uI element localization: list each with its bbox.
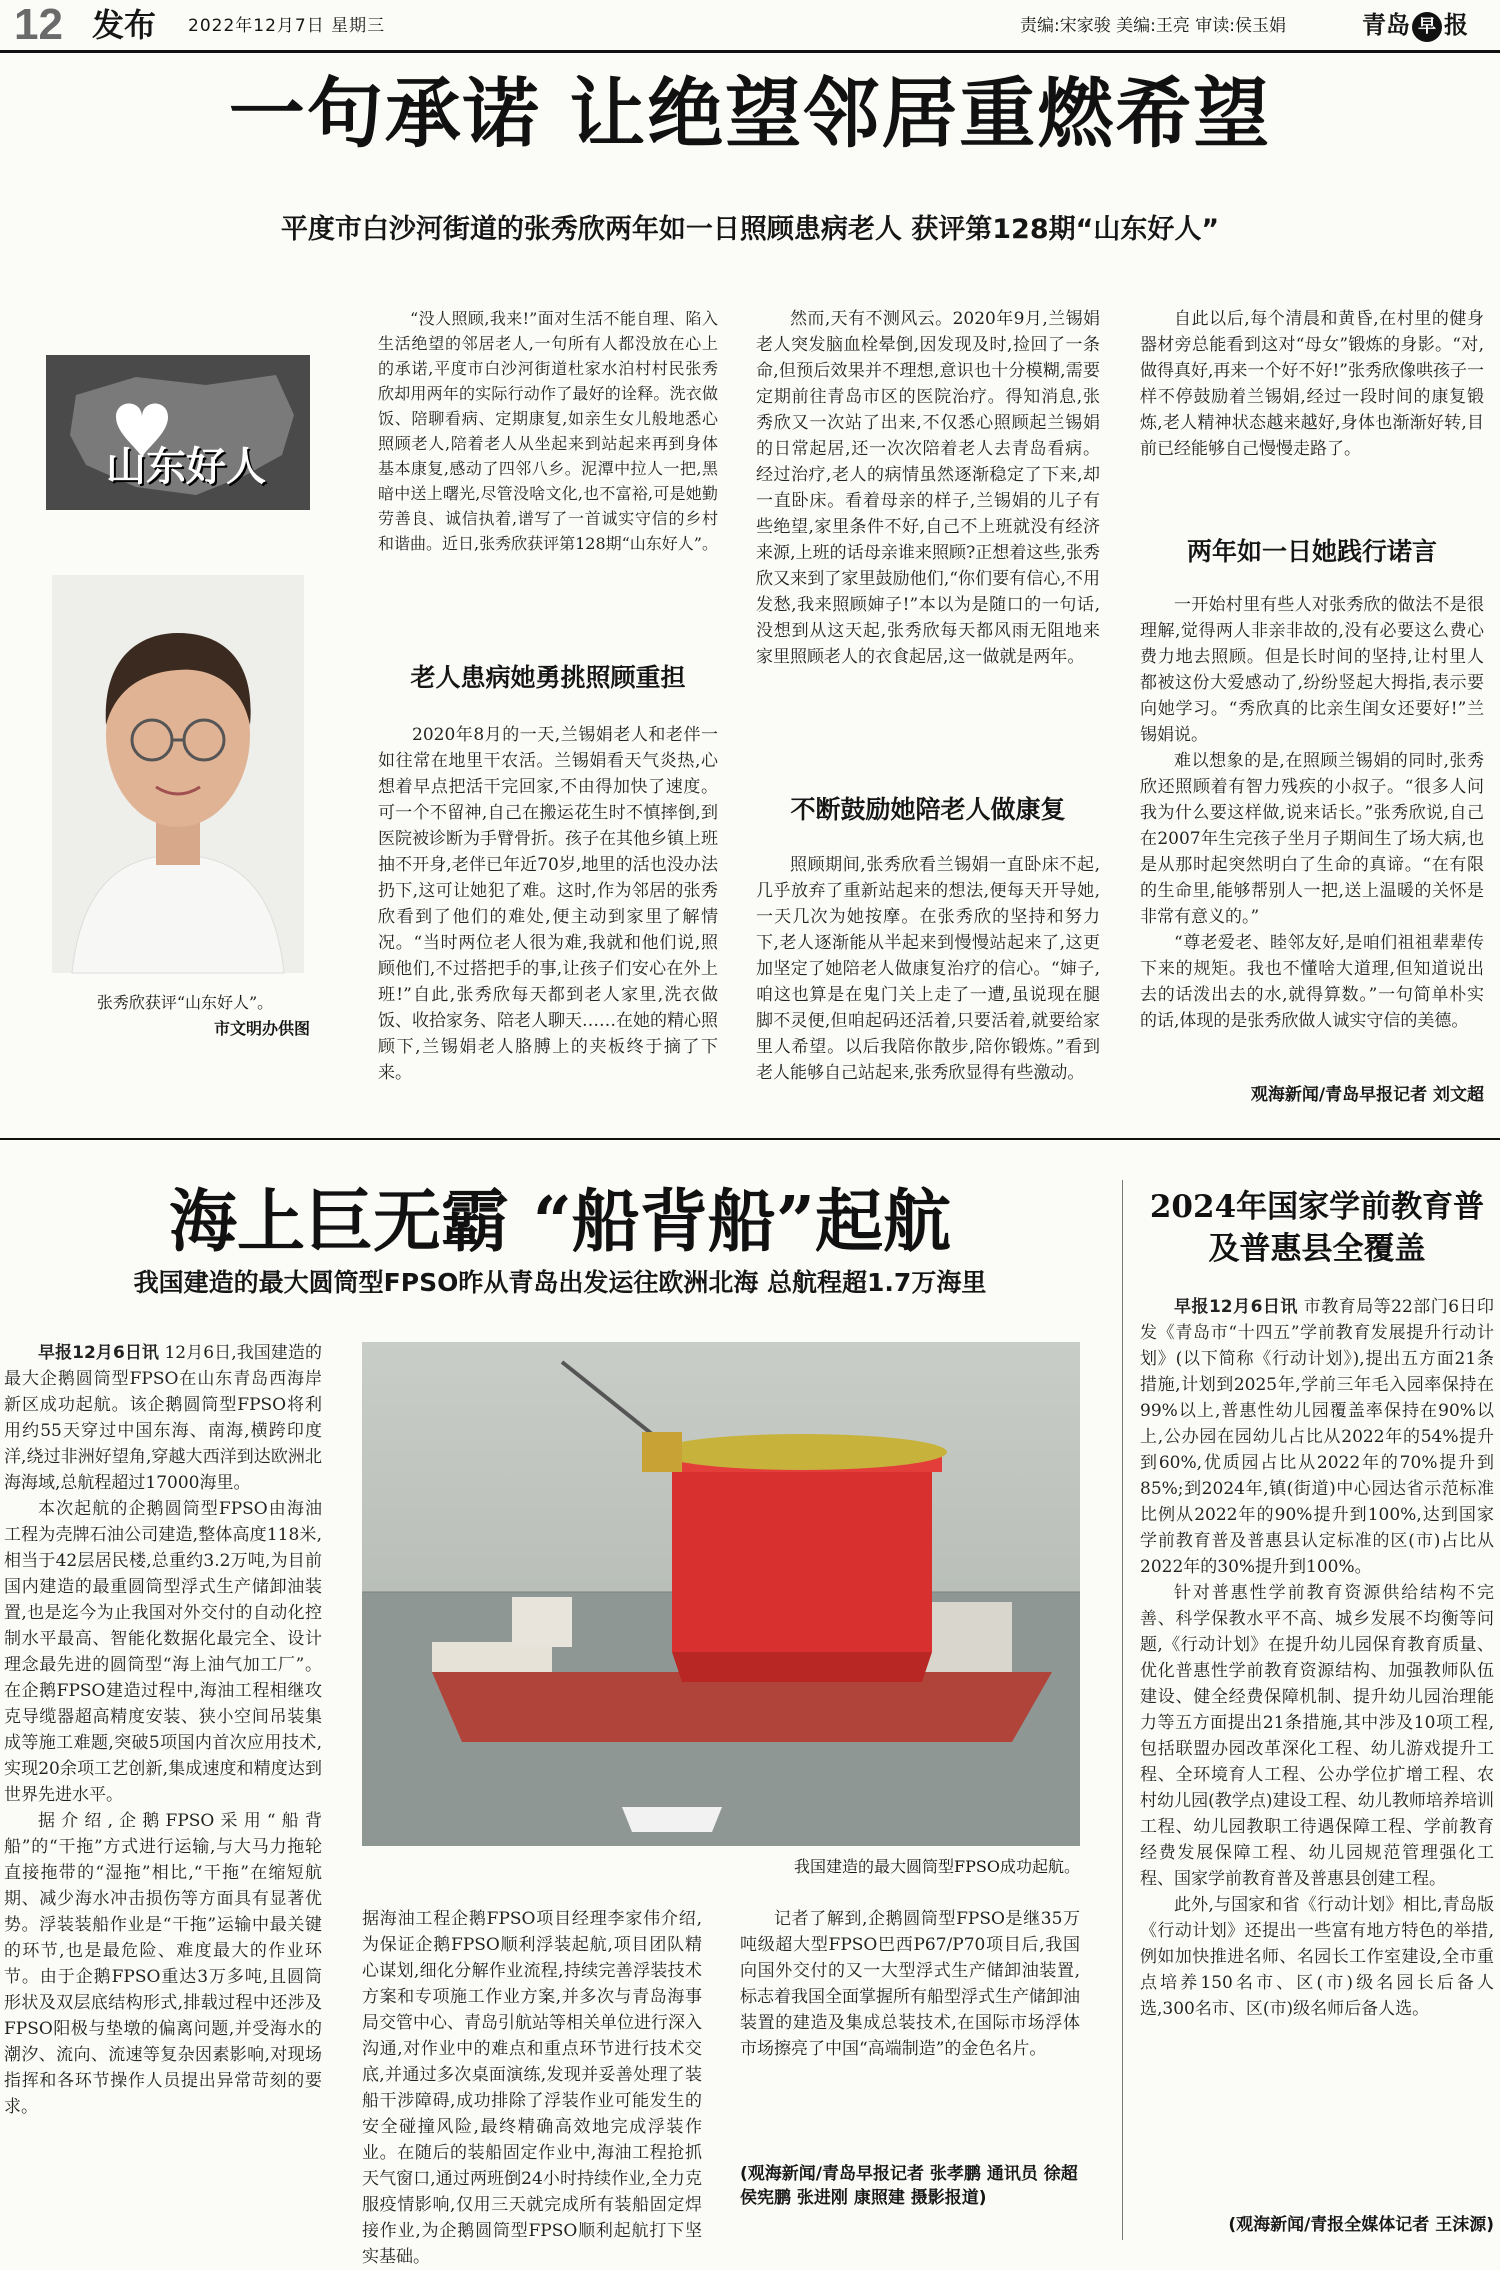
section-name: 发布: [92, 6, 157, 44]
story1-para-a1: 2020年8月的一天,兰锡娟老人和老伴一如往常在地里干农活。兰锡娟看天气炎热,心想着早点把活干完回家,不由得加快了速度。可一个不留神,自己在搬运花生时不慎摔倒,到医院被诊断为手臂骨折。孩子在其他乡镇上班抽不开身,老伴已年近70岁,地里的活也没办法扔下,这可让她犯了难。这时,作为邻居的张秀欣看到了他们的难处,便主动到家里了解情况。“当时两位老人很为难,我就和他们说,照顾他们,不过搭把手的事,让孩子们安心在外上班!”自此,张秀欣每天都到老人家里,洗衣做饭、收拾家务、陪老人聊天……在她的精心照顾下,兰锡娟老人胳膊上的夹板终于摘了下来。: [378, 725, 718, 1083]
story2-byline: (观海新闻/青岛早报记者 张孝鹏 通讯员 徐超 侯宪鹏 张进刚 康照建 摄影报道): [740, 2164, 1078, 2208]
fpso-ship-photo: [362, 1342, 1080, 1846]
story2-col2: 据海油工程企鹅FPSO项目经理李家伟介绍,为保证企鹅FPSO顺利浮装起航,项目团队精心谋划,细化分解作业流程,持续完善浮装技术方案和专项施工作业方案,并多次与青岛海事局交管中心、青岛引航站等相关单位进行深入沟通,对作业中的难点和重点环节进行技术交底,并通过多次桌面演练,发现并妥善处理了装船干涉障碍,成功排除了浮装作业可能发生的安全碰撞风险,最终精确高效地完成浮装作业。在随后的装船固定作业中,海油工程抢抓天气窗口,通过两班倒24小时持续作业,全力克服疫情影响,仅用三天就完成所有装船固定焊接作业,为企鹅圆筒型FPSO顺利起航打下坚实基础。: [362, 1909, 702, 2267]
story2-subtitle: 我国建造的最大圆筒型FPSO昨从青岛出发运往欧洲北海 总航程超1.7万海里: [133, 1268, 987, 1297]
story1-heading-b: 不断鼓励她陪老人做康复: [790, 795, 1066, 824]
story1-byline: 观海新闻/青岛早报记者 刘文超: [1250, 1085, 1484, 1105]
story3-title: 2024年国家学前教育普及普惠县全覆盖: [1149, 1189, 1485, 1267]
ship-photo-caption: 我国建造的最大圆筒型FPSO成功起航。: [794, 1857, 1080, 1876]
story1-subtitle: 平度市白沙河街道的张秀欣两年如一日照顾患病老人 获评第128期“山东好人”: [280, 214, 1220, 245]
portrait-credit: 市文明办供图: [213, 1019, 310, 1038]
story1-para-b2: 自此以后,每个清晨和黄昏,在村里的健身器材旁总能看到这对“母女”锻炼的身影。“对,做得真好,再来一个好不好!”张秀欣像哄孩子一样不停鼓励着兰锡娟,经过一段时间的康复锻炼,老人精神状态越来越好,身体也渐渐好转,目前已经能够自己慢慢走路了。: [1140, 309, 1484, 459]
story-divider: [0, 1138, 1500, 1140]
story1-para-a2: 然而,天有不测风云。2020年9月,兰锡娟老人突发脑血栓晕倒,因发现及时,捡回了一条命,但预后效果并不理想,意识也十分模糊,需要定期前往青岛市区的医院治疗。得知消息,张秀欣又一次站了出来,不仅悉心照顾起兰锡娟的日常起居,还一次次陪着老人去青岛看病。经过治疗,老人的病情虽然逐渐稳定了下来,却一直卧床。看着母亲的样子,兰锡娟的儿子有些绝望,家里条件不好,自己不上班就没有经济来源,上班的话母亲谁来照顾?正想着这些,张秀欣又来到了家里鼓励他们,“你们要有信心,不用发愁,我来照顾婶子!”本以为是随口的一句话,没想到从这天起,张秀欣每天都风雨无阻地来家里照顾老人的衣食起居,这一做就是两年。: [756, 309, 1100, 667]
story2-col1: 早报12月6日讯 12月6日,我国建造的最大企鹅圆筒型FPSO在山东青岛西海岸新区成功起航。该企鹅圆筒型FPSO将利用约55天穿过中国东海、南海,横跨印度洋,绕过非洲好望角,穿越大西洋到达欧洲北海海域,总航程超过17000海里。 本次起航的企鹅圆筒型FPSO由海油工程为壳牌石油公司建造,整体高度118米,相当于42层居民楼,总重约3.2万吨,为目前国内建造的最重圆筒型浮式生产储卸油装置,也是迄今为止我国对外交付的自动化控制水平最高、智能化数据化最完全、设计理念最先进的圆筒型“海上油气加工厂”。在企鹅FPSO建造过程中,海油工程相继攻克导缆器超高精度安装、狭小空间吊装集成等施工难题,突破5项国内首次应用技术,实现20余项工艺创新,集成速度和精度达到世界先进水平。 据介绍,企鹅FPSO采用“船背船”的“干拖”方式进行运输,与大马力拖轮直接拖带的“湿拖”相比,“干拖”在缩短航期、减少海水冲击损伤等方面具有显著优势。浮装装船作业是“干拖”运输中最关键的环节,也是最危险、难度最大的作业环节。由于企鹅FPSO重达3万多吨,且圆筒形状及双层底结构形式,排载过程中还涉及FPSO阳极与垫墩的偏离问题,并受海水的潮汐、流向、流速等复杂因素影响,对现场指挥和各环节操作人员提出异常苛刻的要求。: [4, 1343, 322, 2117]
story1-para-b1: 照顾期间,张秀欣看兰锡娟一直卧床不起,几乎放弃了重新站起来的想法,便每天开导她,一天几次为她按摩。在张秀欣的坚持和努力下,老人逐渐能从半起来到慢慢站起来了,这更加坚定了她陪老人做康复治疗的信心。“婶子,咱这也算是在鬼门关上走了一遭,虽说现在腿脚不灵便,但咱起码还活着,只要活着,就要给家里人希望。以后我陪你散步,陪你锻炼。”看到老人能够自己站起来,张秀欣显得有些激动。: [756, 855, 1100, 1083]
story1-heading-c: 两年如一日她践行诺言: [1186, 537, 1437, 566]
column-rule: [1122, 1180, 1123, 2240]
page-number: 12: [14, 0, 63, 49]
story3-body: 早报12月6日讯 市教育局等22部门6日印发《青岛市“十四五”学前教育发展提升行动计划》(以下简称《行动计划》),提出五方面21条措施,计划到2025年,学前三年毛入园率保持在99%以上,普惠性幼儿园覆盖率保持在90%以上,公办园在园幼儿占比从2022年的54%提升到60%,优质园占比从2022年的70%提升到85%;到2024年,镇(街道)中心园达省示范标准比例从2022年的90%提升到100%,达到国家学前教育普及普惠县认定标准的区(市)占比从2022年的30%提升到100%。 针对普惠性学前教育资源供给结构不完善、科学保教水平不高、城乡发展不均衡等问题,《行动计划》在提升幼儿园保育教育质量、优化普惠性学前教育资源结构、加强教师队伍建设、健全经费保障机制、提升幼儿园治理能力等五方面提出21条措施,其中涉及10项工程,包括联盟办园改革深化工程、幼儿游戏提升工程、全环境育人工程、公办学位扩增工程、农村幼儿园(教学点)建设工程、幼儿教师培养培训工程、幼儿园教职工待遇保障工程、学前教育经费发展保障工程、幼儿园规范管理强化工程、国家学前教育普及普惠县创建工程。 此外,与国家和省《行动计划》相比,青岛版《行动计划》还提出一些富有地方特色的举措,例如加快推进名师、名园长工作室建设,全市重点培养150名市、区(市)级名园长后备人选,300名市、区(市)级名师后备人选。: [1140, 1297, 1494, 2019]
story1-para-c: 一开始村里有些人对张秀欣的做法不是很理解,觉得两人非亲非故的,没有必要这么费心费力地去照顾。但是长时间的坚持,让村里人都被这份大爱感动了,纷纷竖起大拇指,表示要向她学习。“秀欣真的比亲生闺女还要好!”兰锡娟说。 难以想象的是,在照顾兰锡娟的同时,张秀欣还照顾着有智力残疾的小叔子。“很多人问我为什么要这样做,说来话长。”张秀欣说,自己在2007年生完孩子坐月子期间生了场大病,也是从那时起突然明白了生命的真谛。“在有限的生命里,能够帮别人一把,送上温暖的关怀是非常有意义的。” “尊老爱老、睦邻友好,是咱们祖祖辈辈传下来的规矩。我也不懂啥大道理,但知道说出去的话泼出去的水,就得算数。”一句简单朴实的话,体现的是张秀欣做人诚实守信的美德。: [1140, 595, 1484, 1031]
issue-date: 2022年12月7日 星期三: [188, 16, 386, 36]
portrait-photo: [52, 575, 304, 973]
portrait-caption: 张秀欣获评“山东好人”。: [96, 993, 274, 1012]
newspaper-logo: 青岛 早 报: [1362, 6, 1492, 44]
story2-col3: 记者了解到,企鹅圆筒型FPSO是继35万吨级超大型FPSO巴西P67/P70项目后,我国向国外交付的又一大型浮式生产储卸油装置,标志着我国全面掌握所有船型浮式生产储卸油装置的建造及集成总装技术,在国际市场浮体市场擦亮了中国“高端制造”的金色名片。: [740, 1909, 1080, 2059]
story1-title: 一句承诺 让绝望邻居重燃希望: [228, 69, 1272, 158]
editor-credits: 责编:宋家骏 美编:王亮 审读:侯玉娟: [1020, 16, 1286, 36]
badge-label: 山东好人: [106, 443, 266, 490]
story3-byline: (观海新闻/青报全媒体记者 王沫源): [1228, 2215, 1494, 2235]
story2-title: 海上巨无霸 “船背船”起航: [169, 1182, 951, 1262]
story1-intro: “没人照顾,我来!”面对生活不能自理、陷入生活绝望的邻居老人,一句所有人都没放在心上的承诺,平度市白沙河街道杜家水泊村村民张秀欣却用两年的实际行动作了最好的诠释。洗衣做饭、陪聊看病、定期康复,如亲生女儿般地悉心照顾老人,陪着老人从坐起来到站起来再到身体基本康复,感动了四邻八乡。泥潭中拉人一把,黑暗中送上曙光,尽管没啥文化,也不富裕,可是她勤劳善良、诚信执着,谱写了一首诚实守信的乡村和谐曲。近日,张秀欣获评第128期“山东好人”。: [378, 309, 718, 553]
shandong-good-person-badge: [46, 355, 310, 510]
story1-heading-a: 老人患病她勇挑照顾重担: [410, 663, 686, 692]
